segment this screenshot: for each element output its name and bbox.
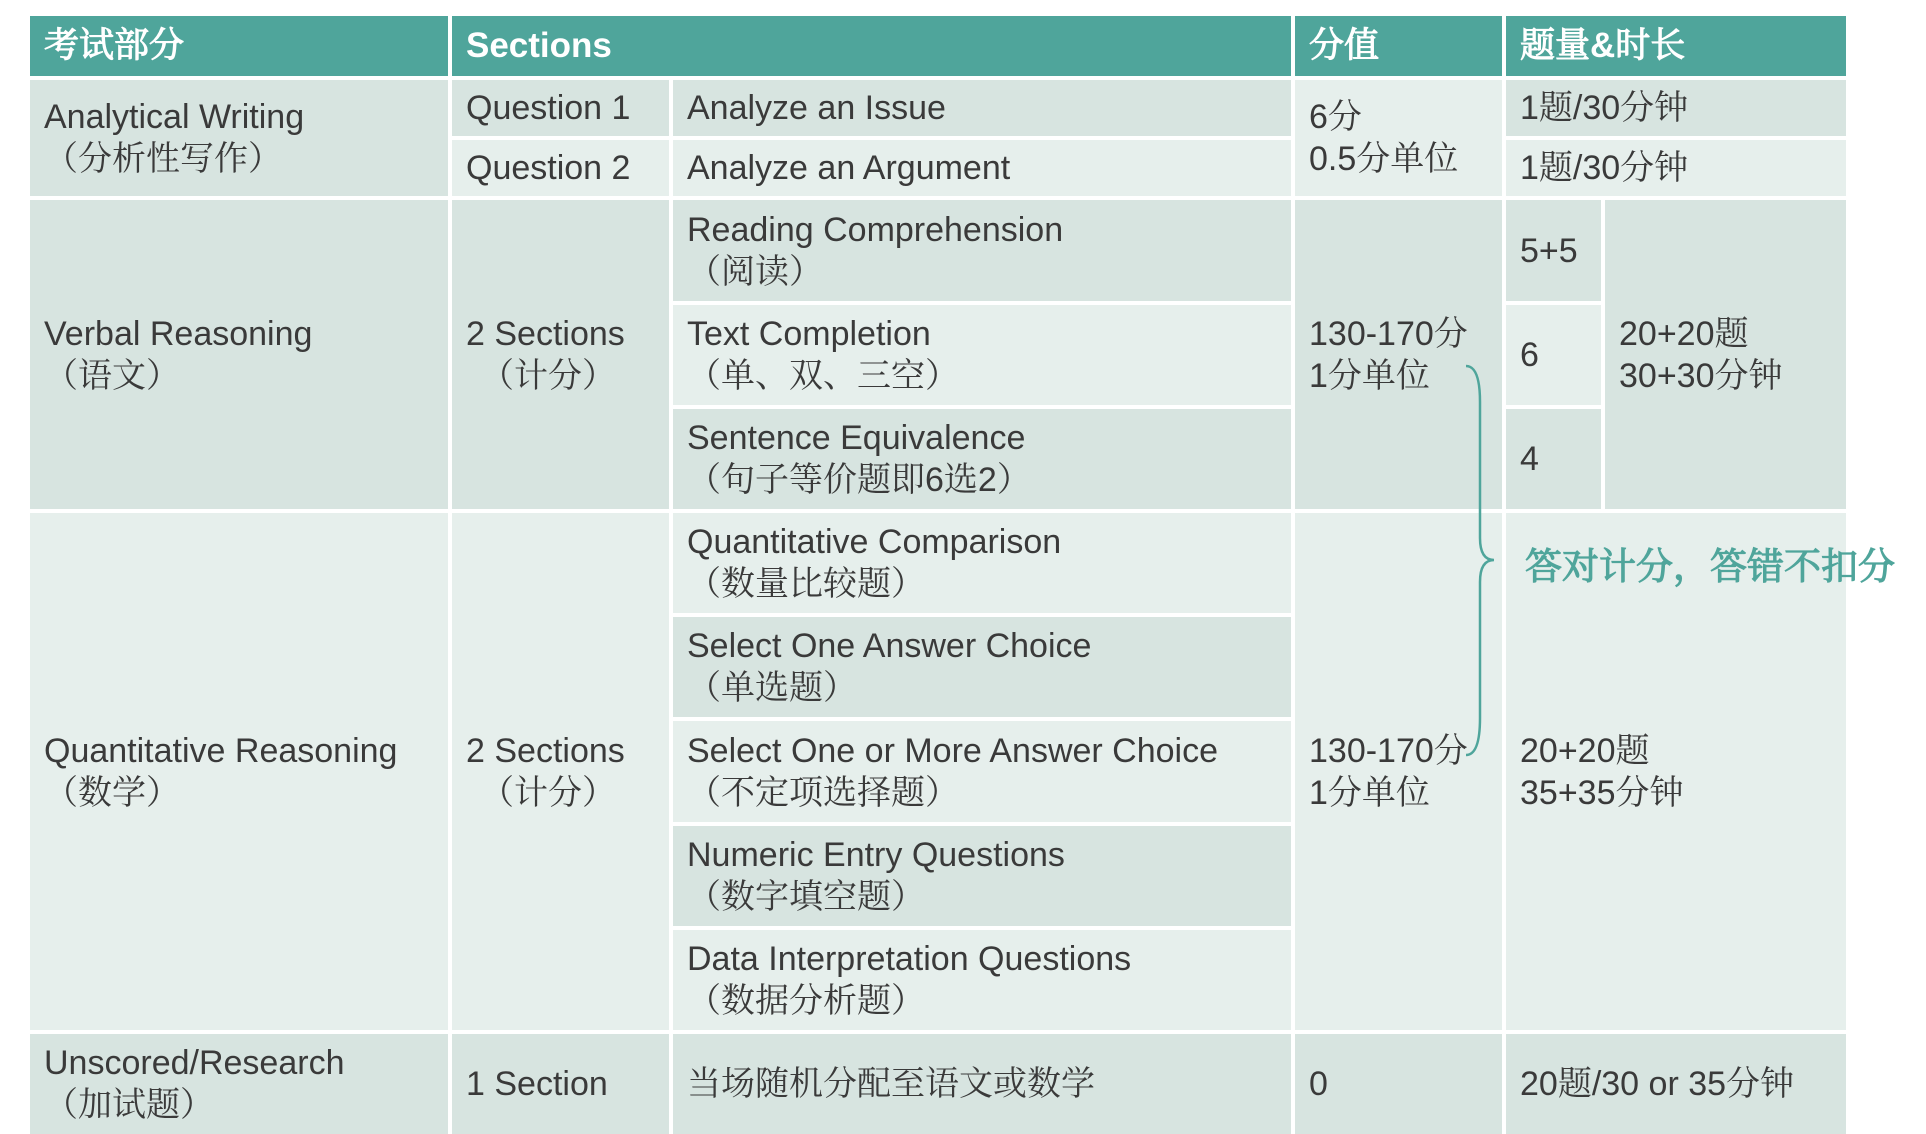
- quant-type-qc-cn: （数量比较题）: [687, 565, 925, 603]
- verbal-type-se: [673, 409, 1291, 509]
- quant-part: [30, 513, 448, 1030]
- quant-type-qc: [673, 513, 1291, 613]
- header-count-time-text: 题量&时长: [1520, 26, 1686, 65]
- aw-q2-time: [1506, 140, 1846, 196]
- header-count-time: [1506, 16, 1846, 76]
- unscored-desc: [673, 1034, 1291, 1134]
- aw-q2-type-text: Analyze an Argument: [687, 149, 1011, 187]
- verbal-score-value: 130-170分: [1309, 314, 1468, 353]
- quant-total-count: 20+20题: [1520, 731, 1650, 770]
- quant-name-cn: （数学）: [44, 773, 180, 812]
- quant-name: Quantitative Reasoning: [44, 731, 398, 770]
- unscored-time: [1506, 1034, 1846, 1134]
- aw-q2-text: Question 2: [466, 149, 631, 187]
- verbal-sections-count: 2 Sections: [466, 314, 625, 353]
- verbal-type-rc: [673, 200, 1291, 301]
- aw-q1-type-text: Analyze an Issue: [687, 89, 946, 127]
- verbal-count-rc-text: 5+5: [1520, 231, 1578, 270]
- header-sections-text: Sections: [466, 26, 612, 65]
- quant-type-single-cn: （单选题）: [687, 669, 857, 707]
- verbal-type-tc-cn: （单、双、三空）: [687, 357, 959, 395]
- aw-q2: [452, 140, 669, 196]
- scoring-note: 答对计分，答错不扣分: [1525, 546, 1895, 587]
- quant-total: [1506, 513, 1846, 1030]
- quant-type-multi-en: Select One or More Answer Choice: [687, 731, 1219, 770]
- aw-score-unit: 0.5分单位: [1309, 140, 1459, 178]
- quant-type-data: [673, 930, 1291, 1030]
- header-score-text: 分值: [1309, 26, 1380, 65]
- quant-type-multi: [673, 721, 1291, 822]
- unscored-time-text: 20题/30 or 35分钟: [1520, 1065, 1795, 1103]
- curly-brace-icon: [1462, 362, 1498, 759]
- verbal-count-se-text: 4: [1520, 440, 1539, 478]
- verbal-name: Verbal Reasoning: [44, 314, 313, 353]
- verbal-type-tc: [673, 305, 1291, 405]
- quant-type-data-en: Data Interpretation Questions: [687, 940, 1132, 978]
- verbal-count-se: [1506, 409, 1601, 509]
- verbal-type-tc-en: Text Completion: [687, 315, 931, 353]
- quant-sections-note: （计分）: [480, 773, 616, 812]
- aw-q1-text: Question 1: [466, 89, 631, 127]
- verbal-total-count: 20+20题: [1619, 314, 1749, 353]
- verbal-name-cn: （语文）: [44, 356, 180, 395]
- aw-name-cn: （分析性写作）: [44, 140, 282, 178]
- aw-q1: [452, 80, 669, 136]
- verbal-sections: [452, 200, 669, 509]
- verbal-count-tc: [1506, 305, 1601, 405]
- verbal-type-rc-cn: （阅读）: [687, 252, 823, 291]
- verbal-type-se-en: Sentence Equivalence: [687, 419, 1026, 457]
- aw-score: [1295, 80, 1502, 196]
- aw-name: Analytical Writing: [44, 98, 305, 136]
- quant-type-numeric: [673, 826, 1291, 926]
- header-score: [1295, 16, 1502, 76]
- quant-type-numeric-en: Numeric Entry Questions: [687, 836, 1065, 874]
- verbal-total: [1605, 200, 1846, 509]
- verbal-type-se-cn: （句子等价题即6选2）: [687, 461, 1031, 499]
- verbal-part: [30, 200, 448, 509]
- unscored-desc-text: 当场随机分配至语文或数学: [687, 1065, 1095, 1103]
- aw-score-value: 6分: [1309, 98, 1362, 136]
- unscored-sections: [452, 1034, 669, 1134]
- quant-score-unit: 1分单位: [1309, 773, 1430, 812]
- quant-sections: [452, 513, 669, 1030]
- verbal-total-time: 30+30分钟: [1619, 356, 1783, 395]
- verbal-count-rc: [1506, 200, 1601, 301]
- verbal-score-unit: 1分单位: [1309, 356, 1430, 395]
- header-sections: [452, 16, 1291, 76]
- unscored-name: Unscored/Research: [44, 1044, 345, 1082]
- quant-type-single: [673, 617, 1291, 717]
- quant-total-time: 35+35分钟: [1520, 773, 1684, 812]
- quant-sections-count: 2 Sections: [466, 731, 625, 770]
- verbal-type-rc-en: Reading Comprehension: [687, 210, 1064, 249]
- unscored-score-text: 0: [1309, 1065, 1328, 1103]
- aw-q1-time-text: 1题/30分钟: [1520, 89, 1689, 127]
- unscored-score: [1295, 1034, 1502, 1134]
- aw-q1-type: [673, 80, 1291, 136]
- aw-q2-type: [673, 140, 1291, 196]
- quant-score-value: 130-170分: [1309, 731, 1468, 770]
- quant-type-single-en: Select One Answer Choice: [687, 627, 1092, 665]
- aw-q2-time-text: 1题/30分钟: [1520, 149, 1689, 187]
- aw-part: [30, 80, 448, 196]
- aw-q1-time: [1506, 80, 1846, 136]
- verbal-count-tc-text: 6: [1520, 336, 1539, 374]
- unscored-part: [30, 1034, 448, 1134]
- quant-type-data-cn: （数据分析题）: [687, 982, 925, 1020]
- quant-type-multi-cn: （不定项选择题）: [687, 773, 959, 812]
- unscored-name-cn: （加试题）: [44, 1086, 214, 1124]
- header-part-text: 考试部分: [44, 26, 185, 65]
- quant-type-qc-en: Quantitative Comparison: [687, 523, 1062, 561]
- verbal-sections-note: （计分）: [480, 356, 616, 395]
- header-part: [30, 16, 448, 76]
- unscored-sections-text: 1 Section: [466, 1065, 608, 1103]
- quant-type-numeric-cn: （数字填空题）: [687, 878, 925, 916]
